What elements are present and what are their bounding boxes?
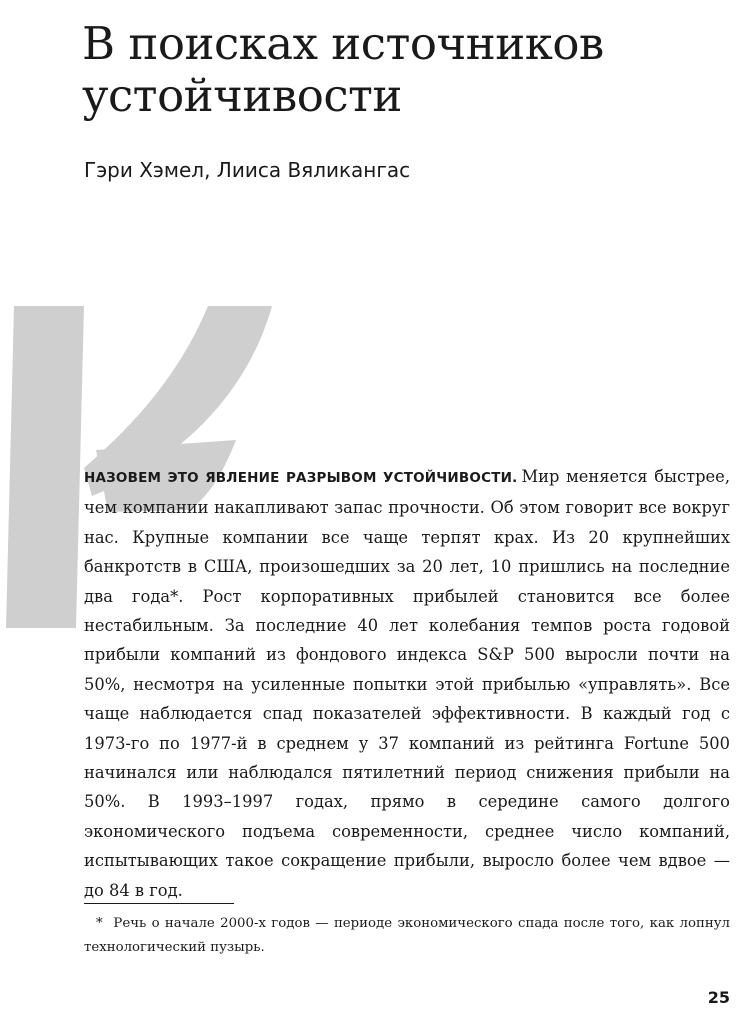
page-number: 25 [707, 988, 730, 1007]
footnote-marker: * [96, 916, 103, 931]
footnote [84, 912, 730, 960]
footnote-divider [84, 903, 234, 904]
article-authors: Гэри Хэмел, Лииса Вяликангас [84, 158, 411, 182]
body-paragraph [84, 462, 730, 905]
lead-in-heading: НАЗОВЕМ ЭТО ЯВЛЕНИЕ РАЗРЫВОМ УСТОЙЧИВОСТИ. [84, 470, 518, 486]
footnote-text: Речь о начале 2000-х годов — периоде экономического спада после того, как лопнул технологический пузырь. [84, 916, 730, 955]
body-text: Мир меняется быстрее, чем компании накапливают запас прочности. Об этом говорит все вокруг нас. Крупные компании все чаще терпят крах. Из 20 крупнейших банкротств в США, произошедших за 20 лет, 10 пришлись на последние два года*. Рост корпоративных прибылей становится все более нестабильным. За последние 40 лет колебания темпов роста годовой прибыли компаний из фондового индекса S&P 500 выросли почти на 50%, несмотря на усиленные попытки этой прибылью «управлять». Все чаще наблюдается спад показателей эффективности. В каждый год с 1973-го по 1977-й в среднем у 37 компаний из рейтинга Fortune 500 начинался или наблюдался пятилетний период снижения прибыли на 50%. В 1993–1997 годах, прямо в середине самого долгого экономического подъема современности, среднее число компаний, испытывающих такое сокращение прибыли, выросло более чем вдвое — до 84 в год. [84, 467, 730, 900]
article-title: В поисках источников устойчивости [82, 17, 604, 122]
